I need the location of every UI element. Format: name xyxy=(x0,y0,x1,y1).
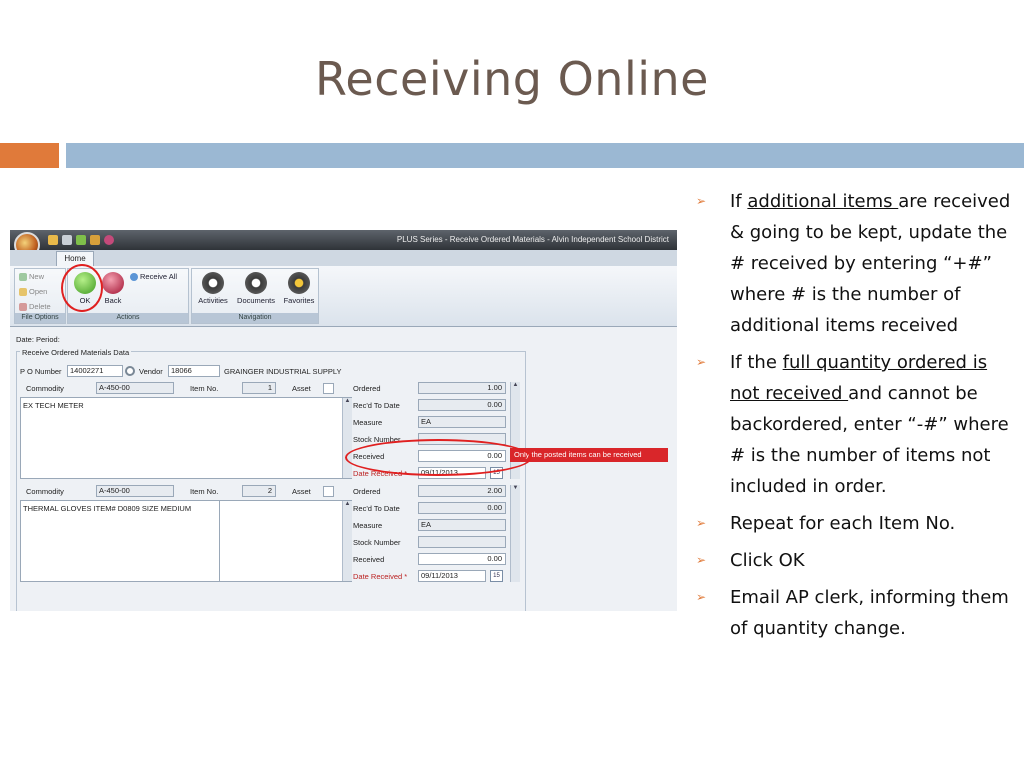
arrow-bullet-icon: ➢ xyxy=(696,194,707,208)
search-icon[interactable] xyxy=(125,366,135,376)
receive-all-button[interactable]: Receive All xyxy=(130,272,177,281)
item-no-label: Item No. xyxy=(190,384,219,393)
received-label: Received xyxy=(353,555,385,564)
commodity-field: A-450-00 xyxy=(96,382,174,394)
description-scrollbar[interactable]: ▲ xyxy=(342,501,352,581)
new-button[interactable]: New xyxy=(19,272,44,281)
item-no-field: 1 xyxy=(242,382,276,394)
date-received-field[interactable]: 09/11/2013 xyxy=(418,467,486,479)
received-highlight-oval xyxy=(345,439,532,476)
bullet-item: ➢ Email AP clerk, informing them of quantity change. xyxy=(696,582,1012,644)
activities-icon xyxy=(202,272,224,294)
group-label: Actions xyxy=(68,313,188,323)
vendor-label: Vendor xyxy=(139,367,163,376)
form-content xyxy=(10,327,677,611)
commodity-label: Commodity xyxy=(26,487,64,496)
favorites-star-icon xyxy=(288,272,310,294)
bullet-item: ➢ If the full quantity ordered is not received and cannot be backordered, enter “-#” where # is the number of items not included in order. xyxy=(696,347,1012,502)
date-received-label: Date Received * xyxy=(353,469,408,478)
print-icon[interactable] xyxy=(62,235,72,245)
asset-label: Asset xyxy=(292,487,311,496)
vendor-id-field[interactable]: 18066 xyxy=(168,365,220,377)
received-label: Received xyxy=(353,452,385,461)
measure-label: Measure xyxy=(353,418,383,427)
tab-home[interactable]: Home xyxy=(56,251,94,267)
calendar-icon[interactable]: 15 xyxy=(490,570,503,582)
description-area xyxy=(220,500,352,582)
back-button[interactable]: Back xyxy=(100,272,126,305)
measure-field: EA xyxy=(418,519,506,531)
error-tooltip: Only the posted items can be received xyxy=(510,448,668,462)
commodity-label: Commodity xyxy=(26,384,64,393)
item-no-label: Item No. xyxy=(190,487,219,496)
stock-number-label: Stock Number xyxy=(353,435,401,444)
accent-bar-blue xyxy=(66,143,1024,168)
ordered-field: 2.00 xyxy=(418,485,506,497)
asset-label: Asset xyxy=(292,384,311,393)
bullet-item: ➢ Click OK xyxy=(696,545,1012,576)
date-received-field[interactable]: 09/11/2013 xyxy=(418,570,486,582)
help-icon[interactable] xyxy=(104,235,114,245)
calendar-icon[interactable]: 15 xyxy=(490,467,503,479)
arrow-bullet-icon: ➢ xyxy=(696,590,707,604)
stock-number-label: Stock Number xyxy=(353,538,401,547)
refresh-icon[interactable] xyxy=(76,235,86,245)
ok-button[interactable]: OK xyxy=(72,272,98,305)
description-scrollbar[interactable]: ▲ xyxy=(342,398,352,478)
ordered-label: Ordered xyxy=(353,487,381,496)
arrow-bullet-icon: ➢ xyxy=(696,553,707,567)
bullet-item: ➢ Repeat for each Item No. xyxy=(696,508,1012,539)
open-button[interactable]: Open xyxy=(19,287,47,296)
measure-label: Measure xyxy=(353,521,383,530)
arrow-bullet-icon: ➢ xyxy=(696,516,707,530)
window-title: PLUS Series - Receive Ordered Materials - Alvin Independent School District xyxy=(396,235,669,244)
date-received-label: Date Received * xyxy=(353,572,408,581)
new-icon xyxy=(19,273,27,281)
delete-icon xyxy=(19,303,27,311)
favorites-button[interactable]: Favorites xyxy=(280,272,318,305)
received-input[interactable]: 0.00 xyxy=(418,450,506,462)
item-description: THERMAL GLOVES ITEM# D0809 SIZE MEDIUM xyxy=(20,500,220,582)
vendor-name: GRAINGER INDUSTRIAL SUPPLY xyxy=(224,367,342,376)
ordered-label: Ordered xyxy=(353,384,381,393)
arrow-bullet-icon: ➢ xyxy=(696,355,707,369)
po-number-field[interactable]: 14002271 xyxy=(67,365,123,377)
asset-checkbox[interactable] xyxy=(323,383,334,394)
item-scrollbar[interactable]: ▲ xyxy=(510,382,520,479)
recd-to-date-label: Rec'd To Date xyxy=(353,504,400,513)
date-period-label: Date: Period: xyxy=(16,335,60,344)
recd-to-date-field: 0.00 xyxy=(418,502,506,514)
measure-field: EA xyxy=(418,416,506,428)
stock-number-field xyxy=(418,536,506,548)
documents-icon xyxy=(245,272,267,294)
item-description: EX TECH METER xyxy=(20,397,352,479)
group-navigation xyxy=(191,268,319,324)
asset-checkbox[interactable] xyxy=(323,486,334,497)
item-scrollbar[interactable]: ▼ xyxy=(510,485,520,582)
ribbon-tab-strip xyxy=(10,250,677,266)
bullet-item: ➢ If additional items are received & going to be kept, update the # received by entering “+#” where # is the number of additional items received xyxy=(696,186,1012,341)
tools-icon[interactable] xyxy=(90,235,100,245)
app-screenshot xyxy=(10,230,677,611)
po-number-label: P O Number xyxy=(20,367,62,376)
group-file-options xyxy=(14,268,66,324)
received-input[interactable]: 0.00 xyxy=(418,553,506,565)
documents-button[interactable]: Documents xyxy=(234,272,278,305)
receive-all-icon xyxy=(130,273,138,281)
quick-access-icon[interactable] xyxy=(48,235,58,245)
instruction-list xyxy=(696,186,1012,650)
delete-button[interactable]: Delete xyxy=(19,302,51,311)
back-arrow-icon xyxy=(102,272,124,294)
recd-to-date-label: Rec'd To Date xyxy=(353,401,400,410)
group-label: Navigation xyxy=(192,313,318,323)
recd-to-date-field: 0.00 xyxy=(418,399,506,411)
slide-title: Receiving Online xyxy=(315,52,709,106)
folder-icon xyxy=(19,288,27,296)
ok-highlight-circle xyxy=(61,264,103,312)
ordered-field: 1.00 xyxy=(418,382,506,394)
section-title: Receive Ordered Materials Data xyxy=(22,348,130,357)
activities-button[interactable]: Activities xyxy=(194,272,232,305)
window-titlebar xyxy=(10,230,677,250)
accent-bar-orange xyxy=(0,143,59,168)
item-no-field: 2 xyxy=(242,485,276,497)
commodity-field: A-450-00 xyxy=(96,485,174,497)
group-label: File Options xyxy=(15,313,65,323)
